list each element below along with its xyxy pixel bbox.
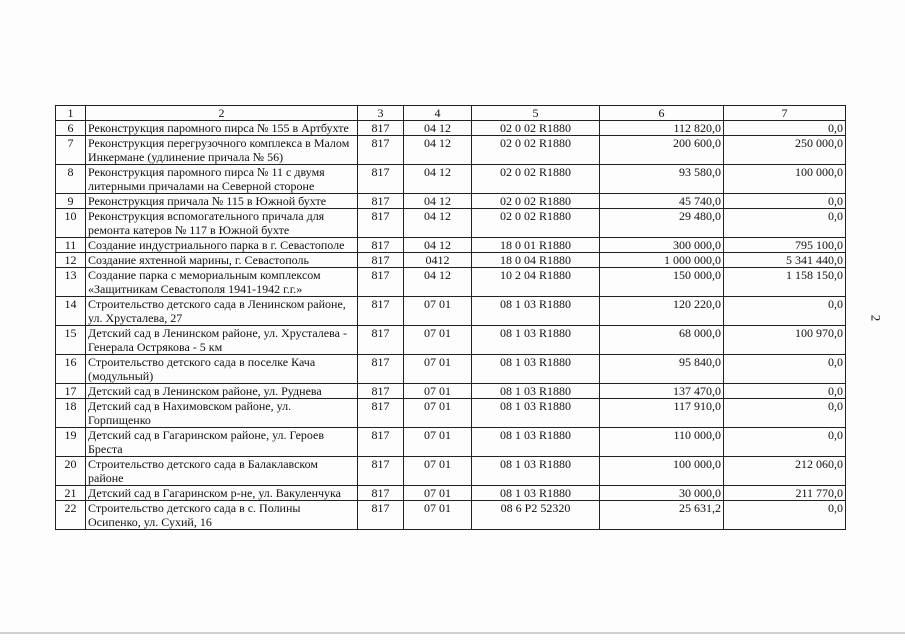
section-code: 07 01 xyxy=(404,355,472,384)
row-number: 13 xyxy=(56,268,86,297)
table-row xyxy=(56,399,846,428)
table-row xyxy=(56,457,846,486)
object-name: Строительство детского сада в поселке Кача (модульный) xyxy=(86,355,358,384)
row-number: 10 xyxy=(56,209,86,238)
target-article-code: 02 0 02 R1880 xyxy=(472,136,600,165)
amount-col7: 5 341 440,0 xyxy=(724,253,846,268)
row-number: 8 xyxy=(56,165,86,194)
target-article-code: 18 0 04 R1880 xyxy=(472,253,600,268)
object-name: Детский сад в Гагаринском р-не, ул. Вакуленчука xyxy=(86,486,358,501)
object-name: Детский сад в Нахимовском районе, ул. Горпищенко xyxy=(86,399,358,428)
grbs-code: 817 xyxy=(358,253,404,268)
section-code: 07 01 xyxy=(404,428,472,457)
amount-col7: 0,0 xyxy=(724,384,846,399)
table-row xyxy=(56,326,846,355)
section-code: 07 01 xyxy=(404,326,472,355)
section-code: 04 12 xyxy=(404,136,472,165)
target-article-code: 02 0 02 R1880 xyxy=(472,194,600,209)
amount-col6: 30 000,0 xyxy=(600,486,724,501)
object-name: Создание парка с мемориальным комплексом «Защитникам Севастополя 1941-1942 г.г.» xyxy=(86,268,358,297)
amount-col7: 0,0 xyxy=(724,399,846,428)
grbs-code: 817 xyxy=(358,428,404,457)
amount-col6: 137 470,0 xyxy=(600,384,724,399)
row-number: 17 xyxy=(56,384,86,399)
section-code: 0412 xyxy=(404,253,472,268)
object-name: Детский сад в Гагаринском районе, ул. Героев Бреста xyxy=(86,428,358,457)
target-article-code: 18 0 01 R1880 xyxy=(472,238,600,253)
table-row xyxy=(56,268,846,297)
target-article-code: 02 0 02 R1880 xyxy=(472,165,600,194)
grbs-code: 817 xyxy=(358,384,404,399)
grbs-code: 817 xyxy=(358,194,404,209)
table-row xyxy=(56,297,846,326)
target-article-code: 08 1 03 R1880 xyxy=(472,399,600,428)
amount-col6: 117 910,0 xyxy=(600,399,724,428)
column-header: 5 xyxy=(472,106,600,121)
grbs-code: 817 xyxy=(358,165,404,194)
object-name: Детский сад в Ленинском районе, ул. Руднева xyxy=(86,384,358,399)
row-number: 9 xyxy=(56,194,86,209)
section-code: 07 01 xyxy=(404,384,472,399)
row-number: 18 xyxy=(56,399,86,428)
amount-col7: 0,0 xyxy=(724,355,846,384)
grbs-code: 817 xyxy=(358,268,404,297)
grbs-code: 817 xyxy=(358,297,404,326)
amount-col6: 200 600,0 xyxy=(600,136,724,165)
target-article-code: 08 6 P2 52320 xyxy=(472,501,600,530)
row-number: 7 xyxy=(56,136,86,165)
row-number: 15 xyxy=(56,326,86,355)
column-header: 6 xyxy=(600,106,724,121)
object-name: Реконструкция причала № 115 в Южной бухте xyxy=(86,194,358,209)
target-article-code: 08 1 03 R1880 xyxy=(472,355,600,384)
object-name: Создание индустриального парка в г. Севастополе xyxy=(86,238,358,253)
section-code: 04 12 xyxy=(404,268,472,297)
table-row xyxy=(56,121,846,136)
section-code: 04 12 xyxy=(404,194,472,209)
grbs-code: 817 xyxy=(358,326,404,355)
object-name: Строительство детского сада в с. Полины Осипенко, ул. Сухий, 16 xyxy=(86,501,358,530)
object-name: Создание яхтенной марины, г. Севастополь xyxy=(86,253,358,268)
row-number: 11 xyxy=(56,238,86,253)
table-row xyxy=(56,355,846,384)
target-article-code: 08 1 03 R1880 xyxy=(472,457,600,486)
section-code: 04 12 xyxy=(404,238,472,253)
grbs-code: 817 xyxy=(358,355,404,384)
section-code: 04 12 xyxy=(404,121,472,136)
grbs-code: 817 xyxy=(358,486,404,501)
table-row xyxy=(56,165,846,194)
section-code: 04 12 xyxy=(404,165,472,194)
grbs-code: 817 xyxy=(358,136,404,165)
amount-col7: 0,0 xyxy=(724,501,846,530)
table-row xyxy=(56,136,846,165)
object-name: Строительство детского сада в Балаклавском районе xyxy=(86,457,358,486)
row-number: 21 xyxy=(56,486,86,501)
amount-col7: 0,0 xyxy=(724,121,846,136)
amount-col6: 100 000,0 xyxy=(600,457,724,486)
amount-col6: 93 580,0 xyxy=(600,165,724,194)
target-article-code: 08 1 03 R1880 xyxy=(472,326,600,355)
grbs-code: 817 xyxy=(358,457,404,486)
amount-col7: 100 970,0 xyxy=(724,326,846,355)
target-article-code: 10 2 04 R1880 xyxy=(472,268,600,297)
amount-col6: 95 840,0 xyxy=(600,355,724,384)
table-row xyxy=(56,253,846,268)
row-number: 19 xyxy=(56,428,86,457)
column-header: 1 xyxy=(56,106,86,121)
amount-col7: 212 060,0 xyxy=(724,457,846,486)
amount-col7: 0,0 xyxy=(724,194,846,209)
section-code: 07 01 xyxy=(404,399,472,428)
target-article-code: 02 0 02 R1880 xyxy=(472,121,600,136)
amount-col6: 120 220,0 xyxy=(600,297,724,326)
table-row xyxy=(56,384,846,399)
column-header: 7 xyxy=(724,106,846,121)
object-name: Реконструкция вспомогательного причала для ремонта катеров № 117 в Южной бухте xyxy=(86,209,358,238)
amount-col7: 795 100,0 xyxy=(724,238,846,253)
column-header: 2 xyxy=(86,106,358,121)
table-row xyxy=(56,486,846,501)
target-article-code: 02 0 02 R1880 xyxy=(472,209,600,238)
grbs-code: 817 xyxy=(358,399,404,428)
row-number: 14 xyxy=(56,297,86,326)
amount-col6: 25 631,2 xyxy=(600,501,724,530)
grbs-code: 817 xyxy=(358,121,404,136)
target-article-code: 08 1 03 R1880 xyxy=(472,384,600,399)
amount-col6: 150 000,0 xyxy=(600,268,724,297)
object-name: Реконструкция паромного пирса № 11 с двумя литерными причалами на Северной стороне xyxy=(86,165,358,194)
object-name: Строительство детского сада в Ленинском районе, ул. Хрусталева, 27 xyxy=(86,297,358,326)
table-row xyxy=(56,238,846,253)
scan-edge-line xyxy=(0,632,905,634)
amount-col6: 1 000 000,0 xyxy=(600,253,724,268)
row-number: 6 xyxy=(56,121,86,136)
amount-col6: 45 740,0 xyxy=(600,194,724,209)
row-number: 12 xyxy=(56,253,86,268)
grbs-code: 817 xyxy=(358,501,404,530)
row-number: 20 xyxy=(56,457,86,486)
table-row xyxy=(56,428,846,457)
amount-col6: 300 000,0 xyxy=(600,238,724,253)
amount-col6: 110 000,0 xyxy=(600,428,724,457)
object-name: Реконструкция паромного пирса № 155 в Артбухте xyxy=(86,121,358,136)
column-header: 3 xyxy=(358,106,404,121)
table-row xyxy=(56,209,846,238)
amount-col6: 68 000,0 xyxy=(600,326,724,355)
object-name: Реконструкция перегрузочного комплекса в Малом Инкермане (удлинение причала № 56) xyxy=(86,136,358,165)
amount-col7: 0,0 xyxy=(724,209,846,238)
amount-col7: 100 000,0 xyxy=(724,165,846,194)
amount-col7: 250 000,0 xyxy=(724,136,846,165)
column-header: 4 xyxy=(404,106,472,121)
section-code: 07 01 xyxy=(404,486,472,501)
amount-col7: 1 158 150,0 xyxy=(724,268,846,297)
section-code: 04 12 xyxy=(404,209,472,238)
table-header-row xyxy=(56,106,846,121)
row-number: 16 xyxy=(56,355,86,384)
section-code: 07 01 xyxy=(404,297,472,326)
target-article-code: 08 1 03 R1880 xyxy=(472,297,600,326)
row-number: 22 xyxy=(56,501,86,530)
target-article-code: 08 1 03 R1880 xyxy=(472,428,600,457)
section-code: 07 01 xyxy=(404,501,472,530)
table-row xyxy=(56,501,846,530)
amount-col6: 112 820,0 xyxy=(600,121,724,136)
target-article-code: 08 1 03 R1880 xyxy=(472,486,600,501)
amount-col7: 0,0 xyxy=(724,297,846,326)
grbs-code: 817 xyxy=(358,209,404,238)
amount-col7: 211 770,0 xyxy=(724,486,846,501)
section-code: 07 01 xyxy=(404,457,472,486)
page-number: 2 xyxy=(868,314,884,322)
amount-col7: 0,0 xyxy=(724,428,846,457)
amount-col6: 29 480,0 xyxy=(600,209,724,238)
table-row xyxy=(56,194,846,209)
budget-table xyxy=(55,105,846,530)
grbs-code: 817 xyxy=(358,238,404,253)
object-name: Детский сад в Ленинском районе, ул. Хрусталева - Генерала Острякова - 5 км xyxy=(86,326,358,355)
